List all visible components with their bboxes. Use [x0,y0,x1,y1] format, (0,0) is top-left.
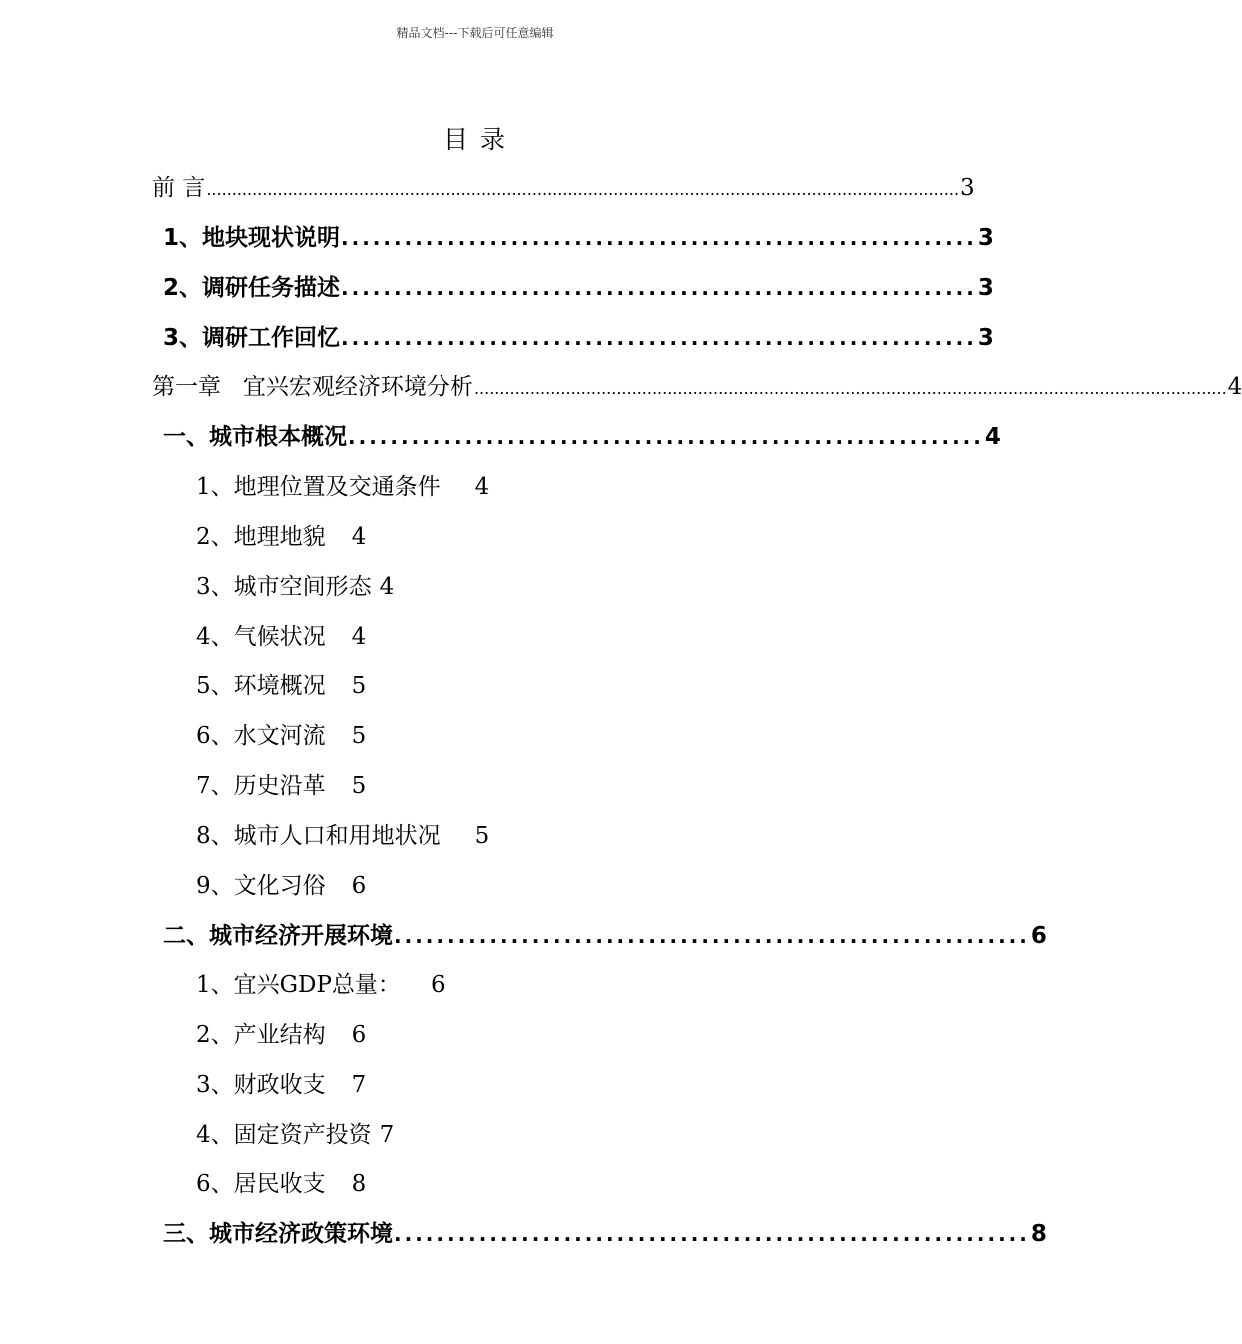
toc-subentry[interactable] [196,1117,394,1153]
toc-entry-label: 第一章 宜兴宏观经济环境分析 [152,374,473,400]
toc-entry-2[interactable] [163,270,994,306]
toc-page-number: 5 [351,723,367,749]
toc-entry-1[interactable] [163,220,994,256]
toc-page-number: 5 [351,673,367,699]
toc-page-number: 4 [1227,374,1242,400]
toc-entry-label: 一、城市根本概况 [163,424,347,450]
toc-page-number: 3 [977,325,994,351]
toc-entry-preface[interactable] [152,170,975,206]
toc-subentry[interactable] [196,569,394,605]
toc-page-number: 4 [474,474,490,500]
toc-entry-label: 4、气候状况 [196,624,326,650]
toc-page-number: 6 [1030,923,1047,949]
toc-leader: ............................................................ [394,924,1030,948]
toc-entry-label: 1、地理位置及交通条件 [196,474,441,500]
toc-leader: ............................................................ [394,1222,1030,1246]
toc-entry-label: 6、水文河流 [196,723,326,749]
toc-subentry[interactable] [196,818,489,854]
toc-entry-label: 3、城市空间形态 [196,574,372,600]
toc-subentry[interactable] [196,619,366,655]
toc-page-number: 6 [430,972,446,998]
toc-subentry[interactable] [196,1067,366,1103]
toc-page-number: 6 [351,873,367,899]
toc-entry-label: 8、城市人口和用地状况 [196,823,441,849]
toc-page-number: 3 [977,275,994,301]
toc-page-number: 7 [351,1072,367,1098]
toc-leader: .................................................................................................................................................... [206,180,960,199]
toc-entry-label: 3、财政收支 [196,1072,326,1098]
toc-page-number: 8 [351,1171,367,1197]
toc-entry-section-1[interactable] [163,419,1001,455]
toc-entry-label: 4、固定资产投资 [196,1122,372,1148]
toc-page-number: 4 [984,424,1001,450]
toc-leader: ............................................................ [341,326,977,350]
toc-page-number: 3 [960,175,975,201]
toc-subentry[interactable] [196,768,366,804]
toc-entry-label: 2、地理地貌 [196,524,326,550]
toc-entry-label: 1、宜兴GDP总量： [196,972,401,998]
toc-title: 目 录 [443,125,507,154]
toc-page-number: 4 [351,624,367,650]
toc-subentry[interactable] [196,718,366,754]
toc-entry-section-3[interactable] [163,1216,1047,1252]
toc-page-number: 6 [351,1022,367,1048]
toc-page-number: 5 [474,823,490,849]
toc-entry-3[interactable] [163,320,994,356]
toc-entry-label: 6、居民收支 [196,1171,326,1197]
toc-entry-label: 三、城市经济政策环境 [163,1221,393,1247]
toc-entry-chapter-1[interactable] [152,369,1242,405]
toc-entry-section-2[interactable] [163,918,1047,954]
toc-entry-label: 3、调研工作回忆 [163,325,341,351]
toc-entry-label: 2、产业结构 [196,1022,326,1048]
toc-page-number: 5 [351,773,367,799]
toc-entry-label: 7、历史沿革 [196,773,326,799]
toc-subentry[interactable] [196,519,366,555]
toc-subentry[interactable] [196,1166,366,1202]
toc-page-number: 3 [977,225,994,251]
toc-entry-label: 1、地块现状说明 [163,225,341,251]
toc-page-number: 4 [351,524,367,550]
toc-entry-label: 9、文化习俗 [196,873,326,899]
toc-page-number: 7 [379,1122,395,1148]
toc-entry-label: 2、调研任务描述 [163,275,341,301]
toc-leader: ............................................................ [341,226,977,250]
toc-subentry[interactable] [196,668,366,704]
toc-subentry[interactable] [196,967,446,1003]
toc-leader: .................................................................................................................................................... [473,379,1227,398]
toc-leader: ............................................................ [341,276,977,300]
toc-subentry[interactable] [196,1017,366,1053]
toc-subentry[interactable] [196,469,489,505]
toc-page-number: 8 [1030,1221,1047,1247]
page-header: 精品文档---下载后可任意编辑 [396,26,554,40]
toc-subentry[interactable] [196,868,366,904]
toc-leader: ............................................................ [348,425,984,449]
toc-page-number: 4 [379,574,395,600]
toc-entry-label: 5、环境概况 [196,673,326,699]
toc-entry-label: 前 言 [152,175,206,201]
toc-entry-label: 二、城市经济开展环境 [163,923,393,949]
